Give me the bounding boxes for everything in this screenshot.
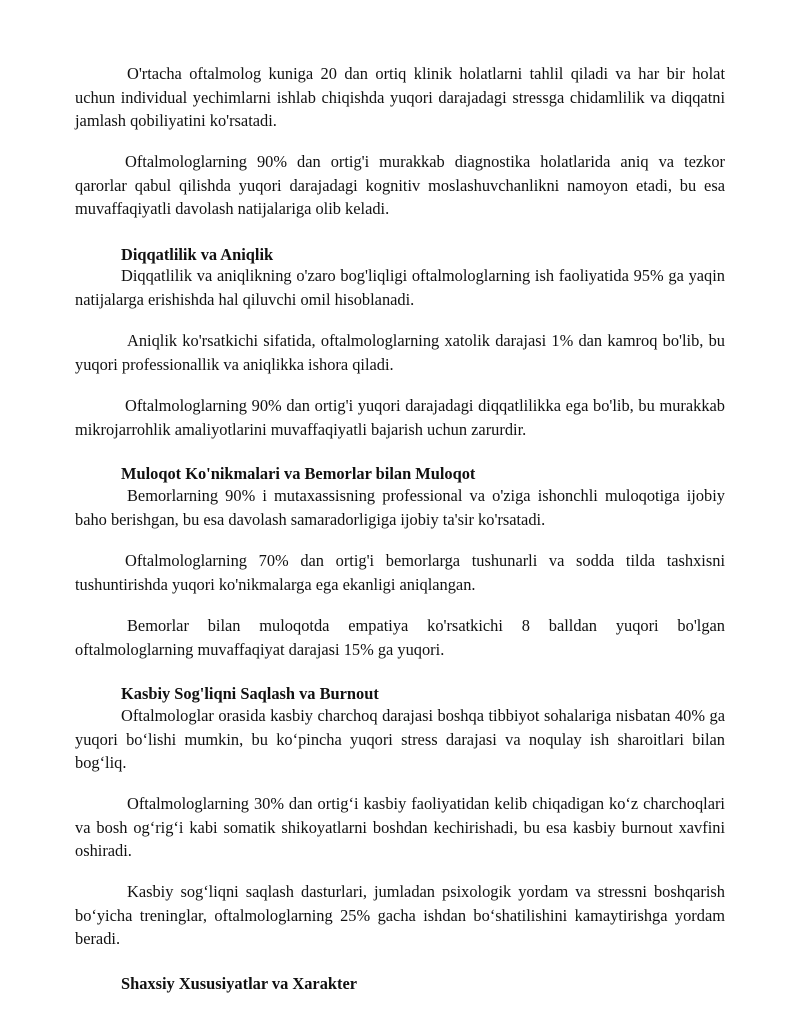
paragraph: Oftalmologlarning 90% dan ortig'i yuqori darajadagi diqqatlilikka ega bo'lib, bu murakkab mikrojarrohlik amaliyotlarini muvaffaqiyatli bajarish uchun zarurdir. — [75, 396, 725, 439]
paragraph: Diqqatlilik va aniqlikning o'zaro bog'liqligi oftalmologlarning ish faoliyatida 95% ga yaqin natijalarga erishishda hal qiluvchi omil hisoblanadi. — [75, 266, 725, 309]
section-heading: Muloqot Ko'nikmalari va Bemorlar bilan Muloqot — [121, 464, 476, 483]
section-heading: Kasbiy Sog'liqni Saqlash va Burnout — [121, 684, 379, 703]
paragraph: Aniqlik ko'rsatkichi sifatida, oftalmologlarning xatolik darajasi 1% dan kamroq bo'lib, bu yuqori professionallik va aniqlikka ishora qiladi. — [75, 331, 725, 374]
paragraph: Oftalmologlarning 90% dan ortig'i murakkab diagnostika holatlarida aniq va tezkor qarorlar qabul qilishda yuqori darajadagi kognitiv moslashuvchanlikni namoyon etadi, bu esa muvaffaqiyatli davolash natijalariga olib keladi. — [75, 152, 725, 219]
paragraph: Oftalmologlarning 30% dan ortig‘i kasbiy faoliyatidan kelib chiqadigan ko‘z charchoqlari va bosh og‘rig‘i kabi somatik shikoyatlarni boshdan kechirishadi, bu esa kasbiy burnout xavfini oshiradi. — [75, 794, 725, 861]
paragraph: Bemorlarning 90% i mutaxassisning professional va o'ziga ishonchli muloqotiga ijobiy baho berishgan, bu esa davolash samaradorligiga ijobiy ta'sir ko'rsatadi. — [75, 486, 725, 529]
section-heading: Diqqatlilik va Aniqlik — [121, 245, 274, 264]
paragraph: Oftalmologlarning 70% dan ortig'i bemorlarga tushunarli va sodda tilda tashxisni tushuntirishda yuqori ko'nikmalarga ega ekanligi aniqlangan. — [75, 551, 725, 594]
paragraph: Bemorlar bilan muloqotda empatiya ko'rsatkichi 8 balldan yuqori bo'lgan oftalmologlarning muvaffaqiyat darajasi 15% ga yuqori. — [75, 616, 725, 659]
paragraph: Oftalmologlar orasida kasbiy charchoq darajasi boshqa tibbiyot sohalariga nisbatan 40% ga yuqori bo‘lishi mumkin, bu ko‘pincha yuqori stress darajasi va noqulay ish sharoitlari bilan bog‘liq. — [75, 706, 725, 773]
paragraph: Kasbiy sog‘liqni saqlash dasturlari, jumladan psixologik yordam va stressni boshqarish bo‘yicha treninglar, oftalmologlarning 25% gacha ishdan bo‘shatilishini kamaytirishga yordam beradi. — [75, 882, 725, 949]
paragraph: O'rtacha oftalmolog kuniga 20 dan ortiq klinik holatlarni tahlil qiladi va har bir holat uchun individual yechimlarni ishlab chiqishda yuqori darajadagi stressga chidamlilik va diqqatni jamlash qobiliyatini ko'rsatadi. — [75, 64, 725, 131]
section-heading: Shaxsiy Xususiyatlar va Xarakter — [121, 974, 358, 993]
